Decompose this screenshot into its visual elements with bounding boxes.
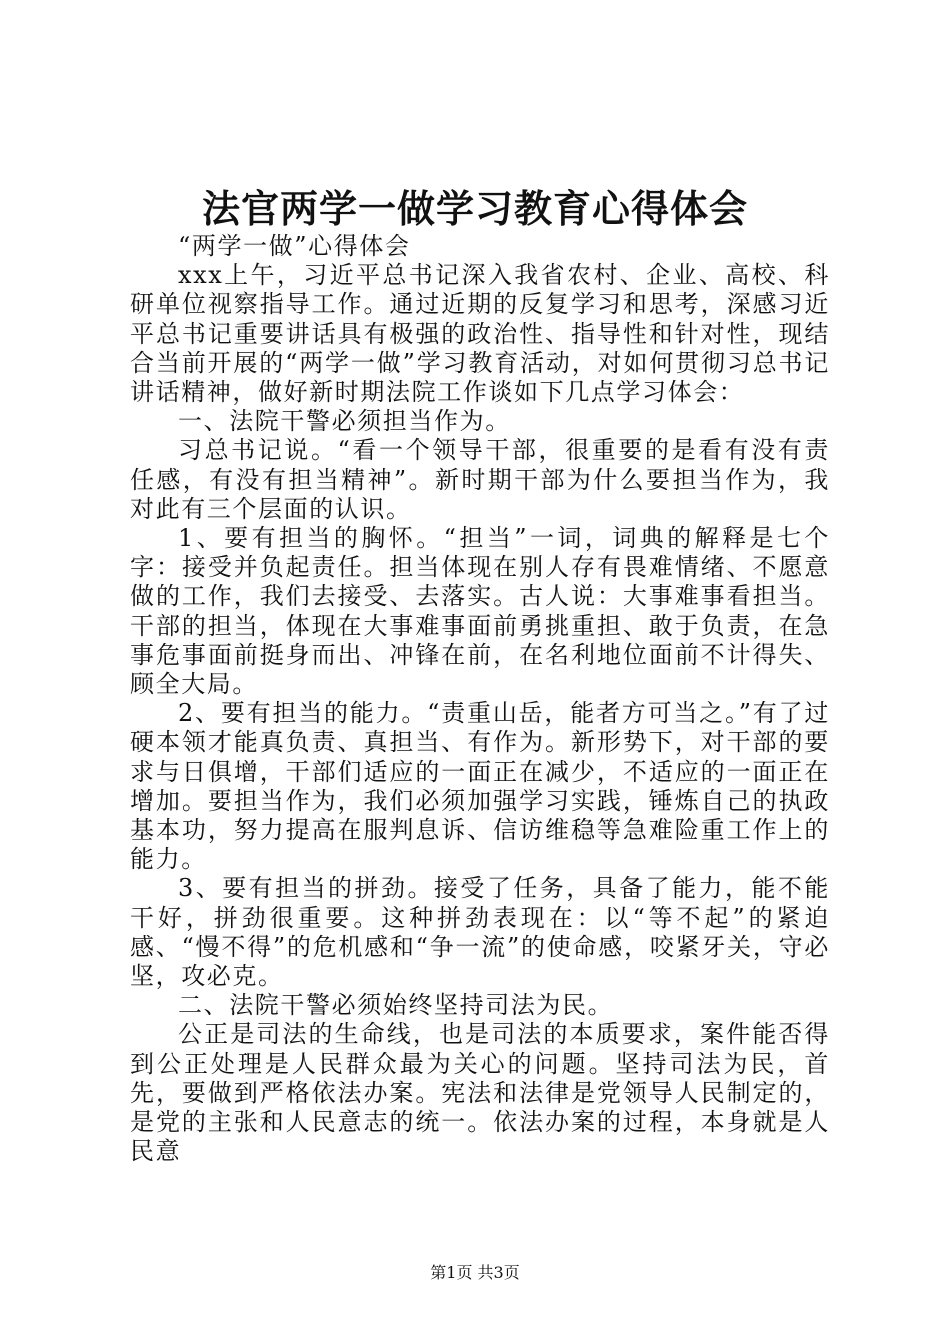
page-number-footer: 第1页 共3页: [430, 1263, 520, 1282]
paragraph-point-1: 1、要有担当的胸怀。“担当”一词，词典的解释是七个字：接受并负起责任。担当体现在别人存有畏难情绪、不愿意做的工作，我们去接受、去落实。古人说：大事难事看担当。干部的担当，体现在大事难事面前勇挑重担、敢于负责，在急事危事面前挺身而出、冲锋在前，在名利地位面前不计得失、顾全大局。: [130, 524, 830, 699]
paragraph: 习总书记说。“看一个领导干部，很重要的是看有没有责任感，有没有担当精神”。新时期干部为什么要担当作为，我对此有三个层面的认识。: [130, 436, 830, 523]
paragraph-subtitle: “两学一做”心得体会: [178, 232, 411, 260]
document-body: [130, 232, 830, 1167]
paragraph-heading-2: 二、法院干警必须始终坚持司法为民。: [178, 991, 614, 1020]
paragraph-intro: xxx上午，习近平总书记深入我省农村、企业、高校、科研单位视察指导工作。通过近期的反复学习和思考，深感习近平总书记重要讲话具有极强的政治性、指导性和针对性，现结合当前开展的“两学一做”学习教育活动，对如何贯彻习总书记讲话精神，做好新时期法院工作谈如下几点学习体会：: [130, 261, 830, 407]
paragraph: 公正是司法的生命线，也是司法的本质要求，案件能否得到公正处理是人民群众最为关心的问题。坚持司法为民，首先，要做到严格依法办案。宪法和法律是党领导人民制定的，是党的主张和人民意志的统一。依法办案的过程，本身就是人民意: [130, 1020, 830, 1166]
document-title: 法官两学一做学习教育心得体会: [201, 186, 748, 231]
paragraph-heading-1: 一、法院干警必须担当作为。: [178, 407, 511, 436]
paragraph-point-2: 2、要有担当的能力。“责重山岳，能者方可当之。”有了过硬本领才能真负责、真担当、有作为。新形势下，对干部的要求与日俱增，干部们适应的一面正在减少，不适应的一面正在增加。要担当作为，我们必须加强学习实践，锤炼自己的执政基本功，努力提高在服判息诉、信访维稳等急难险重工作上的能力。: [130, 699, 830, 874]
paragraph-point-3: 3、要有担当的拼劲。接受了任务，具备了能力，能不能干好，拼劲很重要。这种拼劲表现在：以“等不起”的紧迫感、“慢不得”的危机感和“争一流”的使命感，咬紧牙关，守必坚，攻必克。: [130, 874, 830, 991]
